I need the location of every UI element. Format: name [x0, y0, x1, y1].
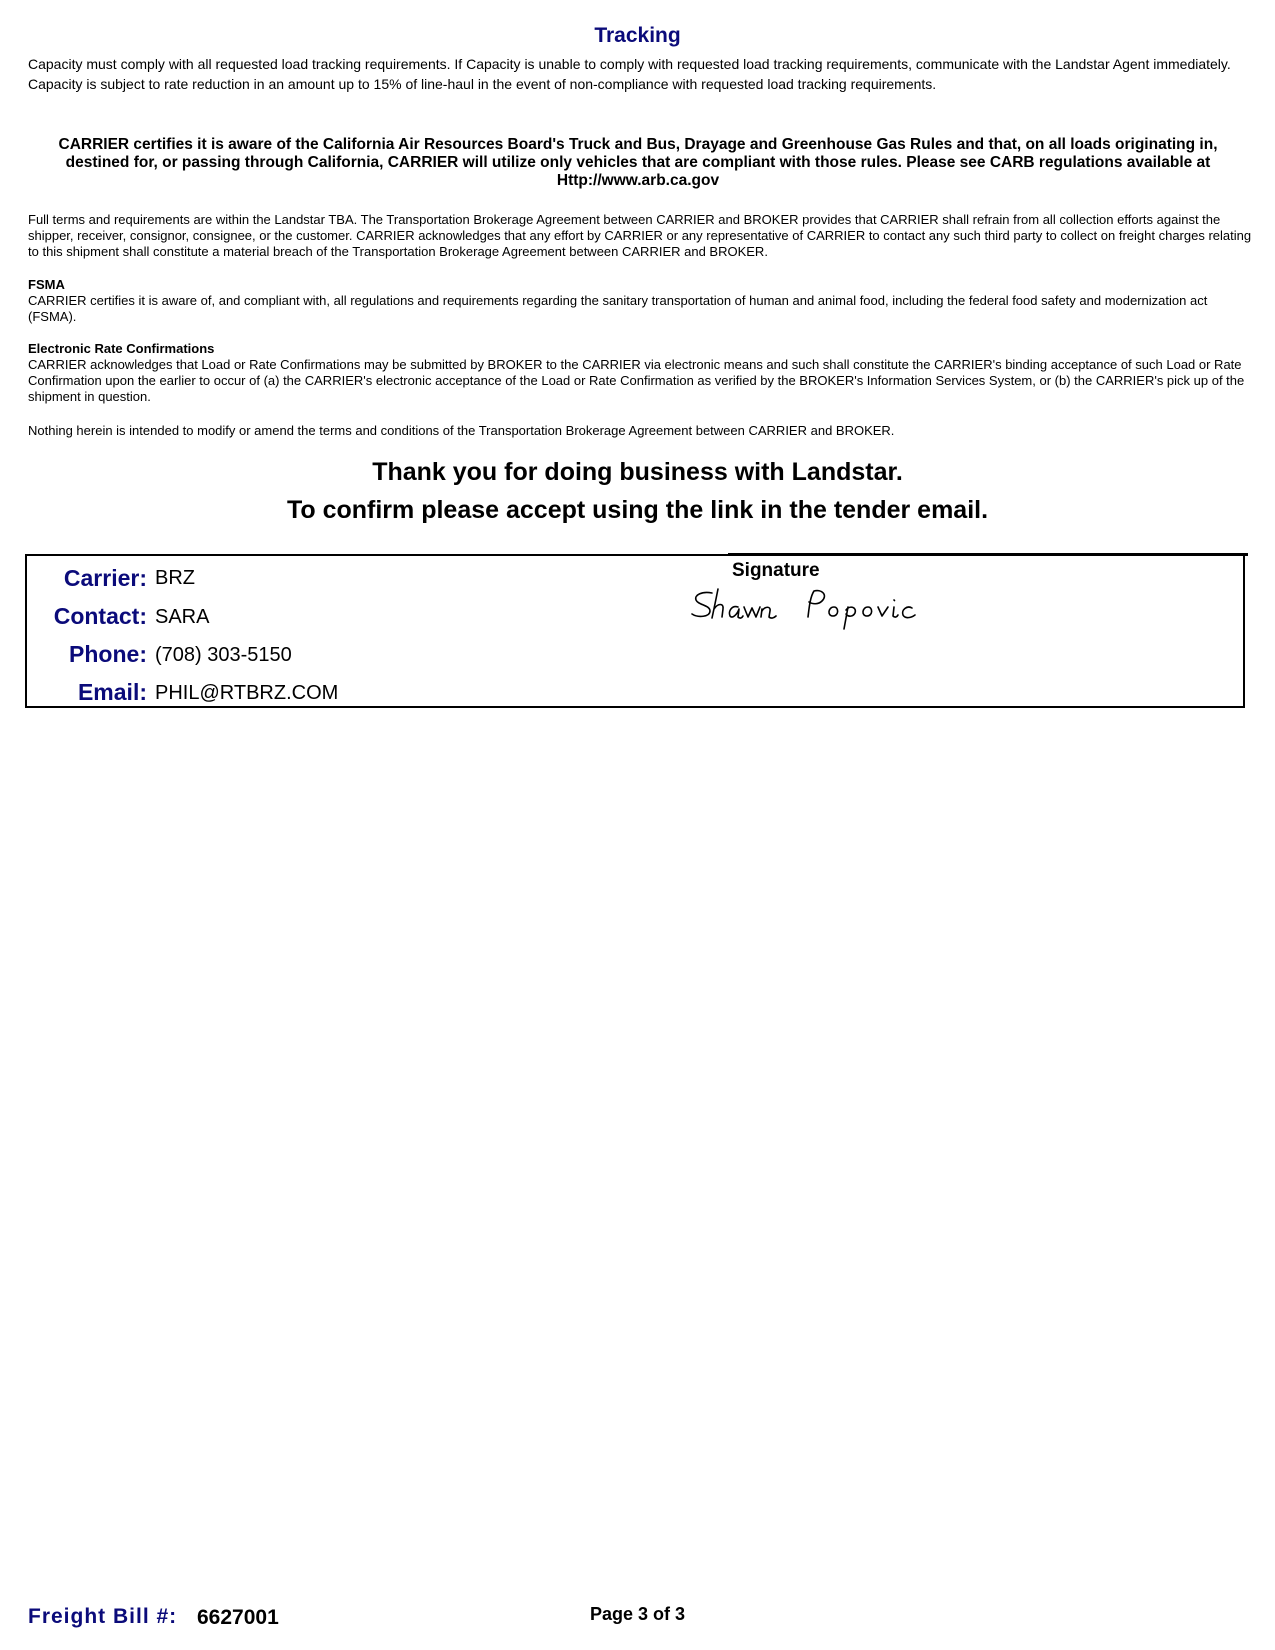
page-indicator: Page 3 of 3 [589, 1604, 686, 1624]
carrier-value: BRZ [155, 567, 195, 589]
full-terms-paragraph: Full terms and requirements are within the Landstar TBA. The Transportation Brokerage Agreement between CARRIER and BROKER provides that CARRIER shall refrain from all collection efforts against the shipper, receiver, consignor, consignee, or the customer. CARRIER acknowledges that any effort by CARRIER or any representative of CARRIER to contact any such third party to collect on freight charges relating to this shipment shall constitute a material breach of the Transportation Brokerage Agreement between CARRIER and BROKER. [28, 212, 1252, 259]
handwritten-signature [688, 585, 938, 630]
tracking-heading: Tracking [594, 24, 681, 47]
email-label: Email: [77, 679, 147, 705]
contact-label: Contact: [53, 603, 147, 629]
contact-value: SARA [155, 606, 210, 628]
tracking-paragraph: Capacity must comply with all requested load tracking requirements. If Capacity is unable to comply with requested load tracking requirements, communicate with the Landstar Agent immediately. Capacity is subject to rate reduction in an amount up to 15% of line-haul in the event of non-compliance with requested load tracking requirements. [28, 56, 1231, 92]
freight-bill-number: 6627001 [197, 1606, 279, 1629]
signature-box-top-border [728, 553, 1248, 556]
fsma-heading: FSMA [28, 277, 65, 292]
phone-label: Phone: [69, 641, 147, 667]
electronic-rate-heading: Electronic Rate Confirmations [28, 341, 215, 356]
confirm-instruction-line: To confirm please accept using the link in the tender email. [286, 496, 989, 524]
email-value: PHIL@RTBRZ.COM [155, 682, 339, 704]
carb-notice: CARRIER certifies it is aware of the California Air Resources Board's Truck and Bus, Drayage and Greenhouse Gas Rules and that, on all loads originating in, destined for, or passing through California, CARRIER will utilize only vehicles that are compliant with those rules. Please see CARB regulations available at Http://www.arb.ca.gov [58, 136, 1218, 189]
thanks-line: Thank you for doing business with Landstar. [372, 458, 903, 486]
phone-value: (708) 303-5150 [155, 644, 292, 666]
electronic-rate-paragraph: CARRIER acknowledges that Load or Rate Confirmations may be submitted by BROKER to the CARRIER via electronic means and such shall constitute the CARRIER's binding acceptance of such Load or Rate Confirmation upon the earlier to occur of (a) the CARRIER's electronic acceptance of the Load or Rate Confirmation as verified by the BROKER's Information Services System, or (b) the CARRIER's pick up of the shipment in question. [28, 357, 1245, 404]
signature-label: Signature [732, 560, 820, 581]
carrier-label: Carrier: [63, 565, 147, 591]
nothing-herein-paragraph: Nothing herein is intended to modify or amend the terms and conditions of the Transportation Brokerage Agreement between CARRIER and BROKER. [28, 423, 895, 438]
freight-bill-label: Freight Bill #: [28, 1605, 178, 1628]
fsma-paragraph: CARRIER certifies it is aware of, and compliant with, all regulations and requirements regarding the sanitary transportation of human and animal food, including the federal food safety and modernization act (FSMA). [28, 293, 1208, 324]
